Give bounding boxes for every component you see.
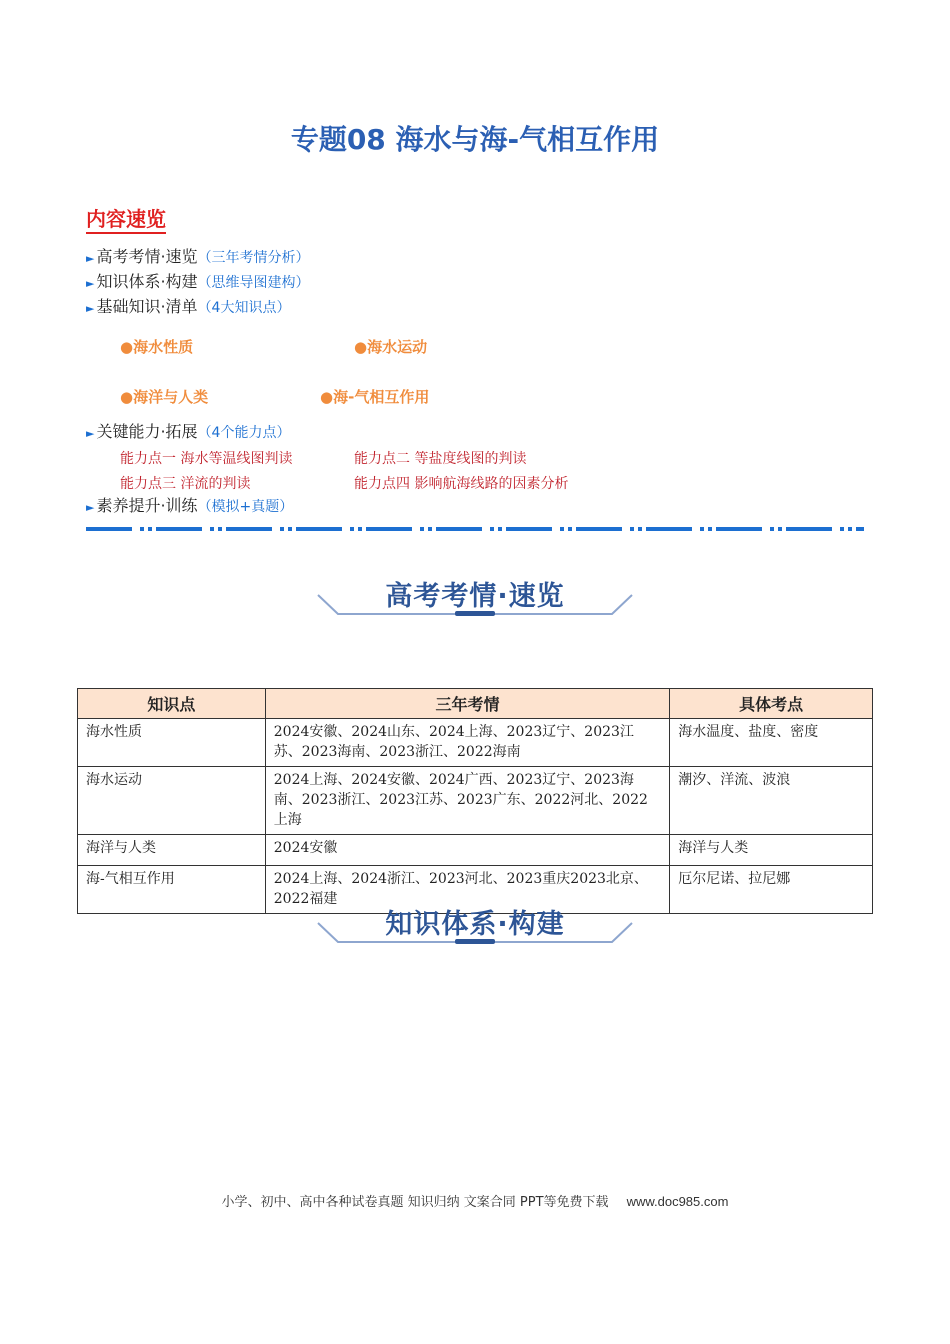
toc-item-label: 基础知识·清单 bbox=[96, 297, 198, 316]
table-cell: 潮汐、洋流、波浪 bbox=[670, 767, 873, 835]
table-row bbox=[78, 835, 873, 866]
table-cell: 厄尔尼诺、拉尼娜 bbox=[670, 866, 873, 914]
toc-item-label: 知识体系·构建 bbox=[96, 272, 198, 291]
table-row bbox=[78, 719, 873, 767]
ability-point-1[interactable]: 能力点一 海水等温线图判读 bbox=[120, 451, 293, 467]
column-header-knowledge: 知识点 bbox=[78, 689, 266, 719]
table-cell: 2024上海、2024浙江、2023河北、2023重庆2023北京、2022福建 bbox=[265, 866, 669, 914]
toc-item-note: （模拟+真题） bbox=[197, 499, 294, 515]
table-cell: 2024安徽、2024山东、2024上海、2023辽宁、2023江苏、2023海南、2023浙江、2022海南 bbox=[265, 719, 669, 767]
column-header-exam-years: 三年考情 bbox=[265, 689, 669, 719]
toc-item-label: 素养提升·训练 bbox=[96, 496, 198, 515]
table-cell: 海水温度、盐度、密度 bbox=[670, 719, 873, 767]
column-header-topics: 具体考点 bbox=[670, 689, 873, 719]
ability-point-4[interactable]: 能力点四 影响航海线路的因素分析 bbox=[354, 476, 569, 492]
knowledge-point-ocean-humans[interactable]: ●海洋与人类 bbox=[120, 388, 209, 406]
table-cell: 海水性质 bbox=[78, 719, 266, 767]
table-cell: 2024安徽 bbox=[265, 835, 669, 866]
knowledge-point-seawater-motion[interactable]: ●海水运动 bbox=[354, 338, 428, 356]
section-title-exam: 高考考情·速览 bbox=[385, 581, 565, 612]
arrow-right-icon: ► bbox=[86, 277, 95, 290]
section-banner-system bbox=[86, 894, 864, 954]
table-cell: 海洋与人类 bbox=[78, 835, 266, 866]
toc-item-label: 关键能力·拓展 bbox=[96, 422, 198, 441]
table-row bbox=[78, 767, 873, 835]
footer-text: 小学、初中、高中各种试卷真题 知识归纳 文案合同 PPT等免费下载 bbox=[221, 1195, 609, 1210]
toc-heading: 内容速览 bbox=[86, 206, 166, 234]
toc-item-system[interactable] bbox=[86, 271, 310, 295]
toc-item-training[interactable] bbox=[86, 495, 293, 519]
page-title: 专题08 海水与海-气相互作用 bbox=[290, 123, 660, 156]
footer-url-link[interactable]: www.doc985.com bbox=[626, 1194, 729, 1209]
ability-point-3[interactable]: 能力点三 洋流的判读 bbox=[120, 476, 251, 492]
section-banner-exam bbox=[86, 566, 864, 626]
arrow-right-icon: ► bbox=[86, 252, 95, 265]
page-footer bbox=[0, 1191, 950, 1210]
table-cell: 海水运动 bbox=[78, 767, 266, 835]
exam-table bbox=[77, 688, 873, 914]
dashed-divider bbox=[86, 527, 864, 531]
toc-item-note: （4大知识点） bbox=[197, 300, 291, 316]
toc-item-note: （三年考情分析） bbox=[197, 250, 310, 266]
section-title-system: 知识体系·构建 bbox=[385, 909, 565, 940]
toc-item-note: （4个能力点） bbox=[197, 425, 291, 441]
table-header-row bbox=[78, 689, 873, 719]
toc-item-basics[interactable] bbox=[86, 296, 290, 320]
arrow-right-icon: ► bbox=[86, 302, 95, 315]
arrow-right-icon: ► bbox=[86, 501, 95, 514]
toc-item-abilities[interactable] bbox=[86, 421, 290, 445]
table-cell: 海洋与人类 bbox=[670, 835, 873, 866]
toc-item-note: （思维导图建构） bbox=[197, 275, 310, 291]
knowledge-point-seawater-properties[interactable]: ●海水性质 bbox=[120, 338, 194, 356]
toc-item-label: 高考考情·速览 bbox=[96, 247, 198, 266]
knowledge-point-sea-air[interactable]: ●海-气相互作用 bbox=[320, 388, 430, 406]
ability-point-2[interactable]: 能力点二 等盐度线图的判读 bbox=[354, 451, 527, 467]
table-cell: 2024上海、2024安徽、2024广西、2023辽宁、2023海南、2023浙江、2023江苏、2023广东、2022河北、2022上海 bbox=[265, 767, 669, 835]
toc-item-exam[interactable] bbox=[86, 246, 310, 270]
table-cell: 海-气相互作用 bbox=[78, 866, 266, 914]
arrow-right-icon: ► bbox=[86, 427, 95, 440]
